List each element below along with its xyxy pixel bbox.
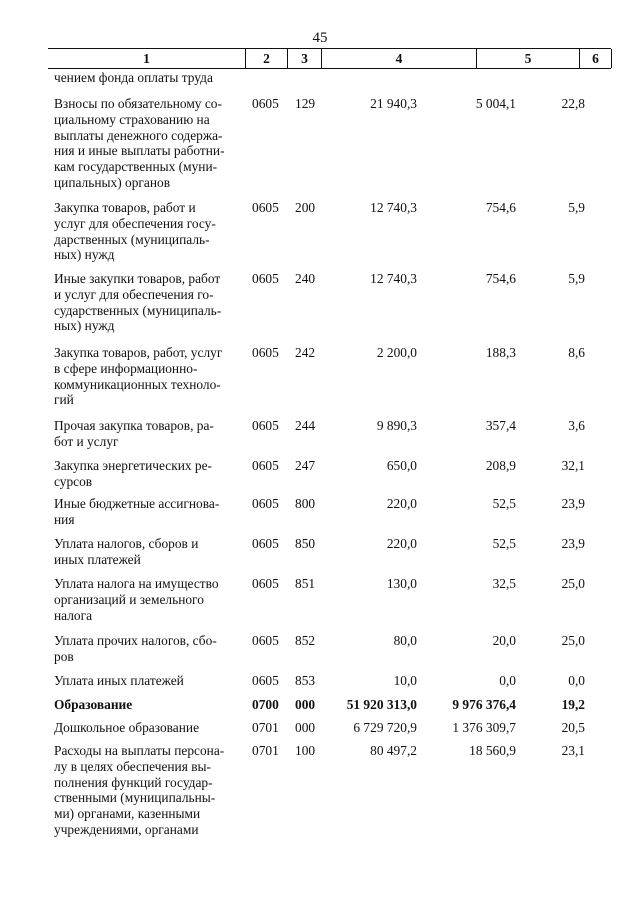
row-description: Прочая закупка товаров, ра- бот и услуг [54,418,214,449]
row-section-code: 0605 [252,345,279,360]
row-percent: 20,5 [561,720,585,735]
row-description: Иные закупки товаров, работ и услуг для обеспечения го- сударственных (муниципаль- ных) нужд [54,271,222,334]
row-percent: 22,8 [561,96,585,111]
row-expense-code: 242 [295,345,316,360]
row-description: Уплата налога на имущество организаций и земельного налога [54,576,219,623]
row-percent: 5,9 [568,271,585,286]
row-description: Образование [54,697,133,712]
row-executed-amount: 20,0 [492,633,516,648]
row-executed-amount: 9 976 376,4 [452,697,516,712]
row-planned-amount: 220,0 [386,536,417,551]
row-executed-amount: 208,9 [485,458,516,473]
row-executed-amount: 18 560,9 [469,743,516,758]
row-description: Уплата налогов, сборов и иных платежей [54,536,199,567]
row-planned-amount: 130,0 [386,576,417,591]
row-executed-amount: 32,5 [492,576,516,591]
row-description: Уплата прочих налогов, сбо- ров [54,633,217,664]
row-section-code: 0605 [252,458,279,473]
row-planned-amount: 12 740,3 [370,200,417,215]
row-section-code: 0605 [252,673,279,688]
row-planned-amount: 12 740,3 [370,271,417,286]
row-expense-code: 853 [295,673,316,688]
page-number: 45 [312,30,328,46]
header-col-2: 2 [245,49,287,68]
row-expense-code: 851 [295,576,316,591]
row-section-code: 0605 [252,576,279,591]
row-percent: 5,9 [568,200,585,215]
row-description: чением фонда оплаты труда [54,70,213,85]
row-planned-amount: 51 920 313,0 [346,697,417,712]
row-executed-amount: 357,4 [485,418,516,433]
row-percent: 23,9 [561,536,585,551]
row-description: Дошкольное образование [54,720,200,735]
row-expense-code: 000 [295,697,316,712]
row-percent: 23,9 [561,496,585,511]
row-planned-amount: 650,0 [386,458,417,473]
row-description: Расходы на выплаты персона- лу в целях обеспечения вы- полнения функций государ- ственными (муниципальны- ми) органами, казенными учреждениями, органами [54,743,225,837]
row-expense-code: 800 [295,496,316,511]
row-percent: 25,0 [561,576,585,591]
row-executed-amount: 52,5 [492,536,516,551]
row-description: Уплата иных платежей [54,673,184,688]
row-section-code: 0605 [252,200,279,215]
row-expense-code: 240 [295,271,316,286]
header-col-6: 6 [579,49,612,68]
row-expense-code: 100 [295,743,316,758]
row-description: Закупка энергетических ре- сурсов [54,458,213,489]
row-planned-amount: 9 890,3 [376,418,417,433]
row-section-code: 0701 [252,743,279,758]
row-section-code: 0605 [252,96,279,111]
row-percent: 32,1 [561,458,585,473]
row-executed-amount: 1 376 309,7 [452,720,516,735]
row-expense-code: 852 [295,633,316,648]
row-section-code: 0605 [252,633,279,648]
row-description: Закупка товаров, работ и услуг для обеспечения госу- дарственных (муниципаль- ных) нужд [54,200,216,263]
row-planned-amount: 220,0 [386,496,417,511]
header-col-4: 4 [321,49,476,68]
row-percent: 3,6 [568,418,585,433]
header-col-1: 1 [143,51,150,66]
row-percent: 19,2 [561,697,585,712]
row-executed-amount: 0,0 [499,673,516,688]
row-executed-amount: 754,6 [485,271,516,286]
row-planned-amount: 80,0 [393,633,417,648]
row-section-code: 0605 [252,271,279,286]
header-col-5: 5 [476,49,579,68]
row-planned-amount: 10,0 [393,673,417,688]
row-expense-code: 129 [295,96,316,111]
row-planned-amount: 2 200,0 [376,345,417,360]
row-executed-amount: 5 004,1 [475,96,516,111]
table-header [48,48,611,69]
header-col-3: 3 [287,49,321,68]
row-planned-amount: 21 940,3 [370,96,417,111]
row-executed-amount: 52,5 [492,496,516,511]
row-description: Взносы по обязательному со- циальному страхованию на выплаты денежного содержа- ния и иные выплаты работни- кам государственных (муни- ципальных) органов [54,96,225,190]
row-expense-code: 000 [295,720,316,735]
row-section-code: 0605 [252,496,279,511]
row-executed-amount: 754,6 [485,200,516,215]
row-section-code: 0605 [252,536,279,551]
row-description: Иные бюджетные ассигнова- ния [54,496,220,527]
row-percent: 0,0 [568,673,585,688]
row-percent: 23,1 [561,743,585,758]
row-section-code: 0701 [252,720,279,735]
row-executed-amount: 188,3 [485,345,516,360]
row-planned-amount: 80 497,2 [370,743,417,758]
row-percent: 25,0 [561,633,585,648]
row-expense-code: 850 [295,536,316,551]
row-planned-amount: 6 729 720,9 [353,720,417,735]
row-expense-code: 244 [295,418,316,433]
row-expense-code: 200 [295,200,316,215]
row-description: Закупка товаров, работ, услуг в сфере информационно- коммуникационных техноло- гий [54,345,223,408]
row-section-code: 0700 [252,697,279,712]
row-percent: 8,6 [568,345,585,360]
row-expense-code: 247 [295,458,316,473]
row-section-code: 0605 [252,418,279,433]
